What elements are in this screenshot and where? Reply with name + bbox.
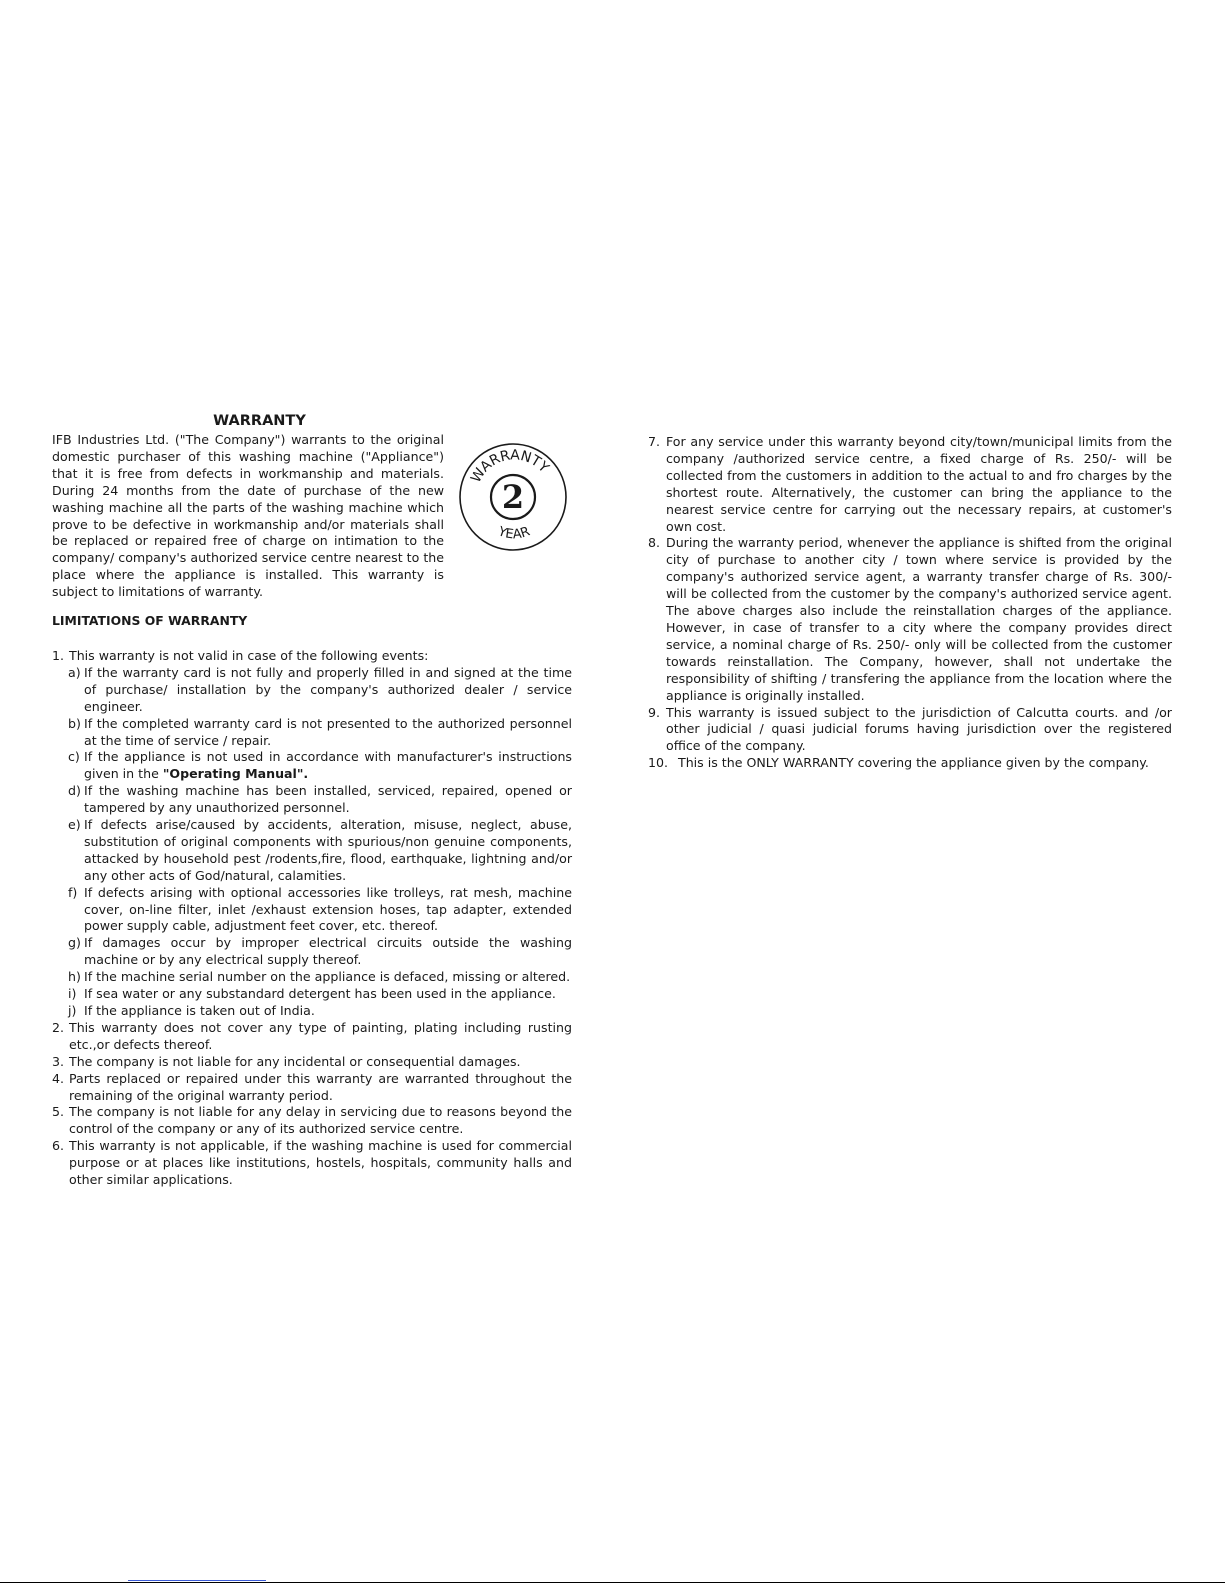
limitation-item-5 xyxy=(52,1104,572,1138)
seal-number: 2 xyxy=(501,478,525,516)
sub-item-letter: h) xyxy=(68,969,81,985)
item-text: This warranty does not cover any type of painting, plating including rusting etc.,or defects thereof. xyxy=(69,1019,572,1052)
limitation-item-7 xyxy=(648,434,1172,535)
sub-item-a xyxy=(68,665,572,716)
item-number: 6. xyxy=(52,1138,65,1154)
sub-item-text: If defects arise/caused by accidents, alteration, misuse, neglect, abuse, substitution of original components with spurious/non genuine components, attacked by household pest /rodents,fire, flood, earthquake, lightning and/or any other acts of God/natural, calamities. xyxy=(84,817,572,883)
item-number: 5. xyxy=(52,1104,65,1120)
item-text: For any service under this warranty beyond city/town/municipal limits from the company /authorized service centre, a fixed charge of Rs. 250/- will be collected from the customers in addition to the actual to and fro charges by the shortest route. Alternatively, the customer can bring the appliance to the nearest service centre for carrying out the necessary repairs, at customer's own cost. xyxy=(666,434,1172,534)
sub-item-text: If the warranty card is not fully and properly filled in and signed at the time of purchase/ installation by the company's authorized dealer / service engineer. xyxy=(84,664,572,714)
item-number: 4. xyxy=(52,1070,65,1086)
item-number: 8. xyxy=(648,535,661,551)
limitation-item-10 xyxy=(648,755,1172,772)
warranty-heading: WARRANTY xyxy=(213,413,306,429)
limitation-item-8 xyxy=(648,535,1172,704)
sub-item-j xyxy=(68,1003,572,1020)
sub-item-letter: f) xyxy=(68,884,78,900)
limitation-item-6 xyxy=(52,1138,572,1189)
sub-item-text: If defects arising with optional accessories like trolleys, rat mesh, machine cover, on-line filter, inlet /exhaust extension hoses, tap adapter, extended power supply cable, adjustment feet cover, etc. thereof. xyxy=(84,884,572,934)
sub-item-text: If the machine serial number on the appliance is defaced, missing or altered. xyxy=(84,969,571,985)
item-number: 7. xyxy=(648,434,661,449)
item-number: 10. xyxy=(648,755,669,771)
seal-top-text: WARRANTY xyxy=(468,447,552,486)
sub-item-c xyxy=(68,749,572,783)
two-year-warranty-seal-icon xyxy=(457,441,569,553)
item-text: This is the ONLY WARRANTY covering the appliance given by the company. xyxy=(678,755,1149,771)
bottom-border-line xyxy=(0,1582,1225,1583)
sub-item-letter: c) xyxy=(68,749,80,765)
item-number: 1. xyxy=(52,647,65,663)
sub-item-letter: g) xyxy=(68,935,81,951)
sub-item-d xyxy=(68,783,572,817)
sub-item-f xyxy=(68,885,572,936)
item-text: The company is not liable for any delay in servicing due to reasons beyond the control of the company or any of its authorized service centre. xyxy=(69,1104,572,1137)
sub-item-letter: i) xyxy=(68,986,77,1002)
limitation-item-4 xyxy=(52,1071,572,1105)
seal-bottom-text: YEAR xyxy=(496,524,532,543)
right-column xyxy=(648,434,1172,772)
sub-item-letter: d) xyxy=(68,783,81,799)
sub-item-text: If damages occur by improper electrical circuits outside the washing machine or by any electrical supply thereof. xyxy=(84,935,572,968)
sub-item-letter: e) xyxy=(68,817,81,833)
item-text: Parts replaced or repaired under this warranty are warranted throughout the remaining of the original warranty period. xyxy=(69,1070,572,1103)
limitation-item-2 xyxy=(52,1020,572,1054)
sub-item-text-wrap xyxy=(84,749,572,783)
warranty-intro: IFB Industries Ltd. ("The Company") warrants to the original domestic purchaser of this washing machine ("Appliance") that it is free from defects in workmanship and materials. During 24 months from the date of purchase of the new washing machine all the parts of the washing machine which prove to be defective in workmanship and/or materials shall be replaced or repaired free of charge on intimation to the company/ company's authorized service centre nearest to the place where the appliance is installed. This warranty is subject to limitations of warranty. xyxy=(52,432,444,600)
limitations-heading: LIMITATIONS OF WARRANTY xyxy=(52,613,248,629)
sub-item-b xyxy=(68,716,572,750)
item-text: This warranty is not valid in case of the following events: xyxy=(69,647,429,663)
sub-item-text: If the completed warranty card is not presented to the authorized personnel at the time of service / repair. xyxy=(84,715,572,748)
limitation-item-3 xyxy=(52,1054,572,1071)
sub-item-letter: b) xyxy=(68,715,81,731)
sub-item-h xyxy=(68,969,572,986)
item-number: 3. xyxy=(52,1053,65,1069)
sub-item-i xyxy=(68,986,572,1003)
item-text: During the warranty period, whenever the appliance is shifted from the original city of purchase to another city / town where service is provided by the company's authorized service agent, a warranty transfer charge of Rs. 300/- will be collected from the customer by the company's authorized service agent. The above charges also include the reinstallation charges of the appliance. However, in case of transfer to a city where the company provides direct service, a nominal charge of Rs. 250/- only will be collected from the customer towards reinstallation. The Company, however, shall not undertake the responsibility of shifting / transfering the appliance from the location where the appliance is originally installed. xyxy=(666,535,1172,703)
sub-item-letter: j) xyxy=(68,1003,77,1018)
item-text: The company is not liable for any incidental or consequential damages. xyxy=(69,1053,521,1069)
sub-item-text: If the washing machine has been installed, serviced, repaired, opened or tampered by any unauthorized personnel. xyxy=(84,783,572,816)
item-text: This warranty is issued subject to the jurisdiction of Calcutta courts. and /or other judicial / quasi judicial forums having jurisdiction over the registered office of the company. xyxy=(666,704,1172,754)
operating-manual-reference: "Operating Manual". xyxy=(162,766,309,782)
limitation-item-1 xyxy=(52,648,572,665)
sub-item-g xyxy=(68,935,572,969)
item-number: 2. xyxy=(52,1019,65,1035)
sub-item-text: If sea water or any substandard detergent has been used in the appliance. xyxy=(84,986,556,1002)
item-text: This warranty is not applicable, if the washing machine is used for commercial purpose or at places like institutions, hostels, hospitals, community halls and other similar applications. xyxy=(69,1138,572,1188)
sub-item-e xyxy=(68,817,572,885)
limitation-item-9 xyxy=(648,705,1172,756)
sub-item-text: If the appliance is taken out of India. xyxy=(84,1003,315,1018)
item-number: 9. xyxy=(648,704,661,720)
sub-item-letter: a) xyxy=(68,664,81,680)
bottom-link-underline xyxy=(128,1580,266,1581)
sub-item-text: If the appliance is not used in accordance with manufacturer's instructions given in the xyxy=(84,749,572,782)
